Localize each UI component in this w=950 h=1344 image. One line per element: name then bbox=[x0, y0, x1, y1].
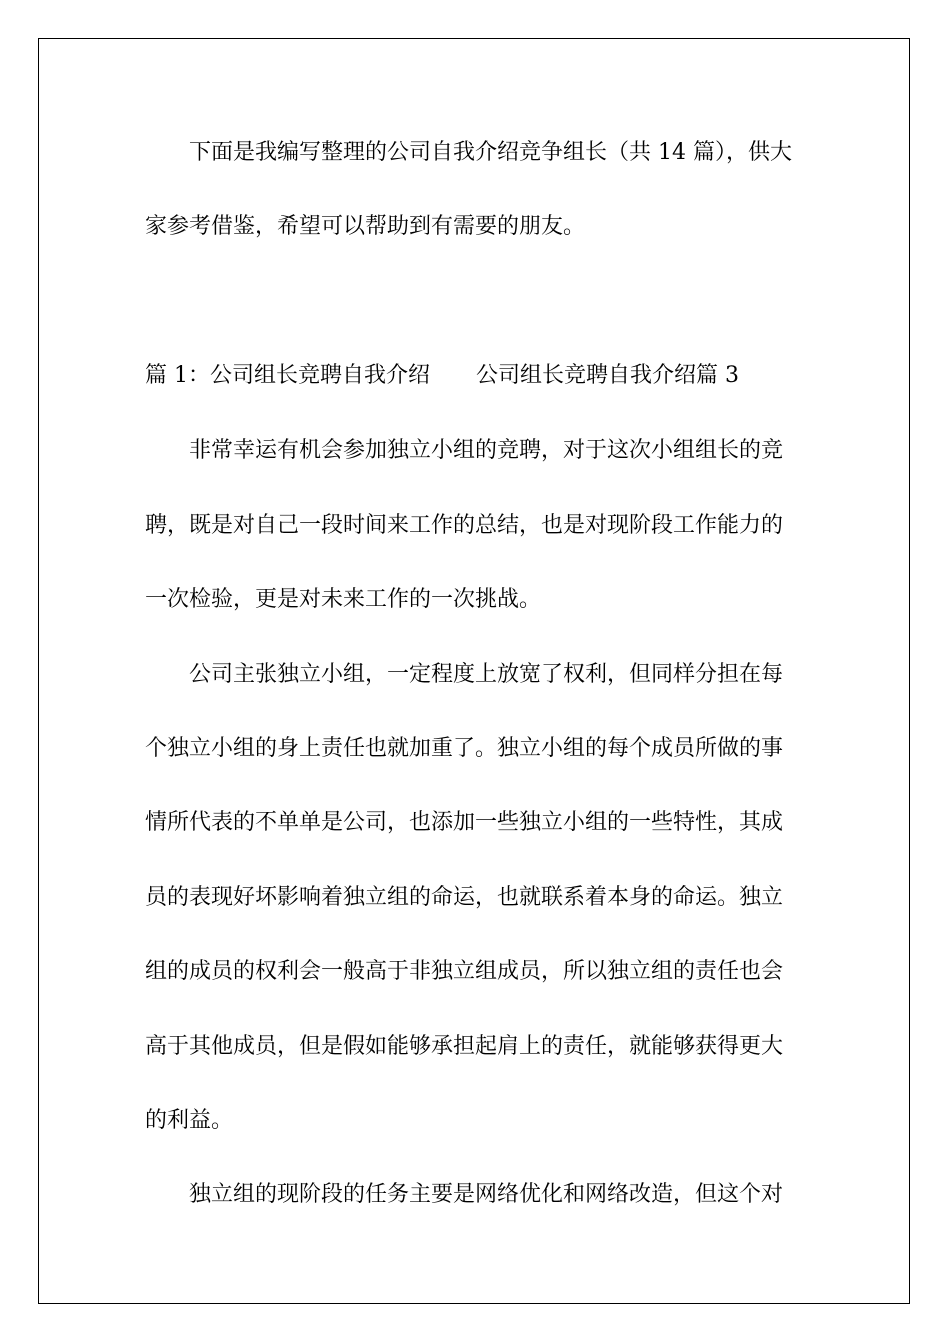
paragraph2-line-2: 个独立小组的身上责任也就加重了。独立小组的每个成员所做的事 bbox=[145, 736, 784, 761]
section-heading bbox=[145, 361, 805, 391]
paragraph2-line-6: 高于其他成员，但是假如能够承担起肩上的责任，就能够获得更大 bbox=[145, 1034, 784, 1059]
intro-line-2: 家参考借鉴，希望可以帮助到有需要的朋友。 bbox=[145, 214, 586, 239]
paragraph2-line-4: 员的表现好坏影响着独立组的命运，也就联系着本身的命运。独立 bbox=[145, 885, 784, 910]
paragraph2-line-7: 的利益。 bbox=[145, 1108, 234, 1133]
intro-line-1: 下面是我编写整理的公司自我介绍竞争组长（共 14 篇），供大 bbox=[189, 140, 792, 165]
paragraph1-line-2: 聘，既是对自己一段时间来工作的总结，也是对现阶段工作能力的 bbox=[145, 513, 784, 538]
paragraph2-line-5: 组的成员的权利会一般高于非独立组成员，所以独立组的责任也会 bbox=[145, 959, 784, 984]
paragraph1-line-3: 一次检验，更是对未来工作的一次挑战。 bbox=[145, 587, 542, 612]
paragraph2-line-3: 情所代表的不单单是公司，也添加一些独立小组的一些特性，其成 bbox=[145, 810, 784, 835]
heading-part-2: 公司组长竞聘自我介绍篇 3 bbox=[476, 363, 739, 388]
paragraph3-line-1: 独立组的现阶段的任务主要是网络优化和网络改造，但这个对 bbox=[189, 1182, 784, 1207]
paragraph2-line-1: 公司主张独立小组，一定程度上放宽了权利，但同样分担在每 bbox=[189, 662, 784, 687]
paragraph1-line-1: 非常幸运有机会参加独立小组的竞聘，对于这次小组组长的竞 bbox=[189, 438, 784, 463]
heading-part-1: 篇 1：公司组长竞聘自我介绍 bbox=[145, 363, 430, 388]
